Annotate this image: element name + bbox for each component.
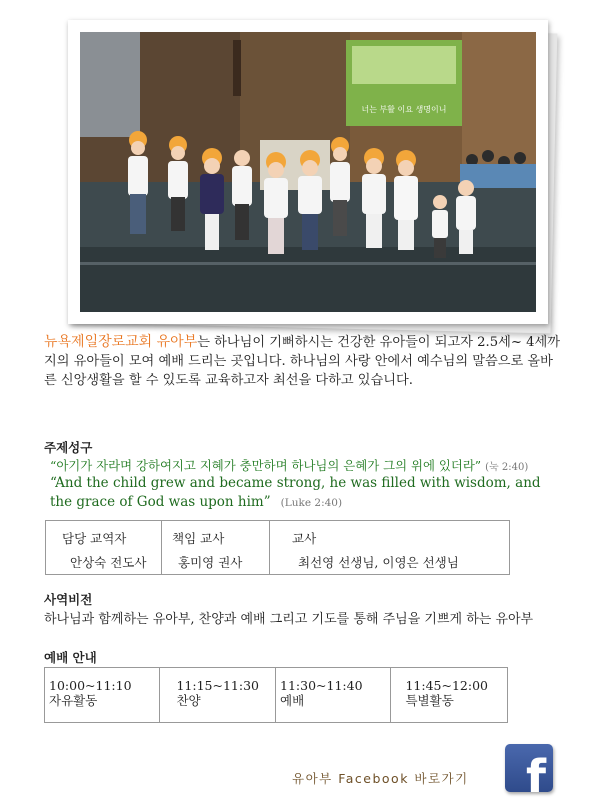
svg-text:너는 부활 이요 생명이니: 너는 부활 이요 생명이니 — [361, 105, 447, 114]
vision-text: 하나님과 함께하는 유아부, 찬양과 예배 그리고 기도를 통해 주님을 기쁘게 하는 유아부 — [44, 612, 534, 627]
schedule-time: 10:00~11:10 — [49, 678, 132, 693]
schedule-slot — [45, 668, 160, 722]
cross-icon — [233, 40, 241, 96]
schedule-slot — [276, 668, 391, 722]
children-choir-photo — [68, 20, 548, 324]
intro-paragraph — [44, 333, 564, 390]
staff-name: 홍미영 권사 — [178, 555, 243, 570]
schedule-slot — [160, 668, 276, 722]
schedule-title: 예배 안내 — [44, 650, 97, 665]
facebook-icon[interactable] — [505, 744, 553, 792]
photo-frame — [62, 18, 556, 330]
facebook-glyph: f — [525, 750, 546, 792]
theme-verse-title: 주제성구 — [44, 440, 93, 455]
intro-text: 는 하나님이 기뻐하시는 건강한 유아들이 되고자 2.5세~ 4세까지의 유아들이 모여 예배 드리는 곳입니다. 하나님의 사랑 안에서 예수님의 말씀으로 올바른 신앙생활을 할 수 있도록 교육하고자 최선을 다하고 있습니다. — [44, 335, 560, 388]
staff-role: 교사 — [292, 531, 317, 546]
staff-name: 최선영 선생님, 이영은 선생님 — [298, 555, 459, 570]
staff-name: 안상숙 전도사 — [70, 555, 147, 570]
staff-cell-head-teacher — [162, 521, 270, 574]
theme-verse-korean-ref: (눅 2:40) — [485, 462, 529, 473]
photo-illustration — [80, 32, 536, 312]
schedule-time: 11:30~11:40 — [280, 678, 363, 693]
vision-title: 사역비전 — [44, 592, 93, 607]
schedule-activity: 특별활동 — [405, 693, 454, 708]
staff-cell-pastor — [46, 521, 162, 574]
theme-verse-english-text: “And the child grew and became strong, he was filled with wisdom, and the grace of God was upon him” — [50, 475, 541, 510]
theme-verse-english-ref: (Luke 2:40) — [280, 497, 343, 509]
schedule-activity: 자유활동 — [49, 693, 98, 708]
staff-role: 책임 교사 — [172, 531, 225, 546]
theme-verse-korean — [50, 456, 590, 474]
schedule-table — [44, 667, 508, 723]
theme-verse-english — [50, 474, 550, 513]
schedule-activity: 찬양 — [176, 693, 201, 708]
schedule-time: 11:45~12:00 — [405, 678, 488, 693]
staff-cell-teachers — [270, 521, 509, 574]
department-name: 뉴욕제일장로교회 유아부 — [44, 334, 198, 350]
facebook-link[interactable]: 유아부 Facebook 바로가기 — [292, 771, 469, 786]
schedule-activity: 예배 — [280, 693, 305, 708]
staff-table — [45, 520, 510, 575]
staff-role: 담당 교역자 — [62, 531, 127, 546]
theme-verse-korean-text: “아기가 자라며 강하여지고 지혜가 충만하며 하나님의 은혜가 그의 위에 있더라” — [50, 458, 482, 473]
schedule-slot — [391, 668, 507, 722]
schedule-time: 11:15~11:30 — [176, 678, 259, 693]
